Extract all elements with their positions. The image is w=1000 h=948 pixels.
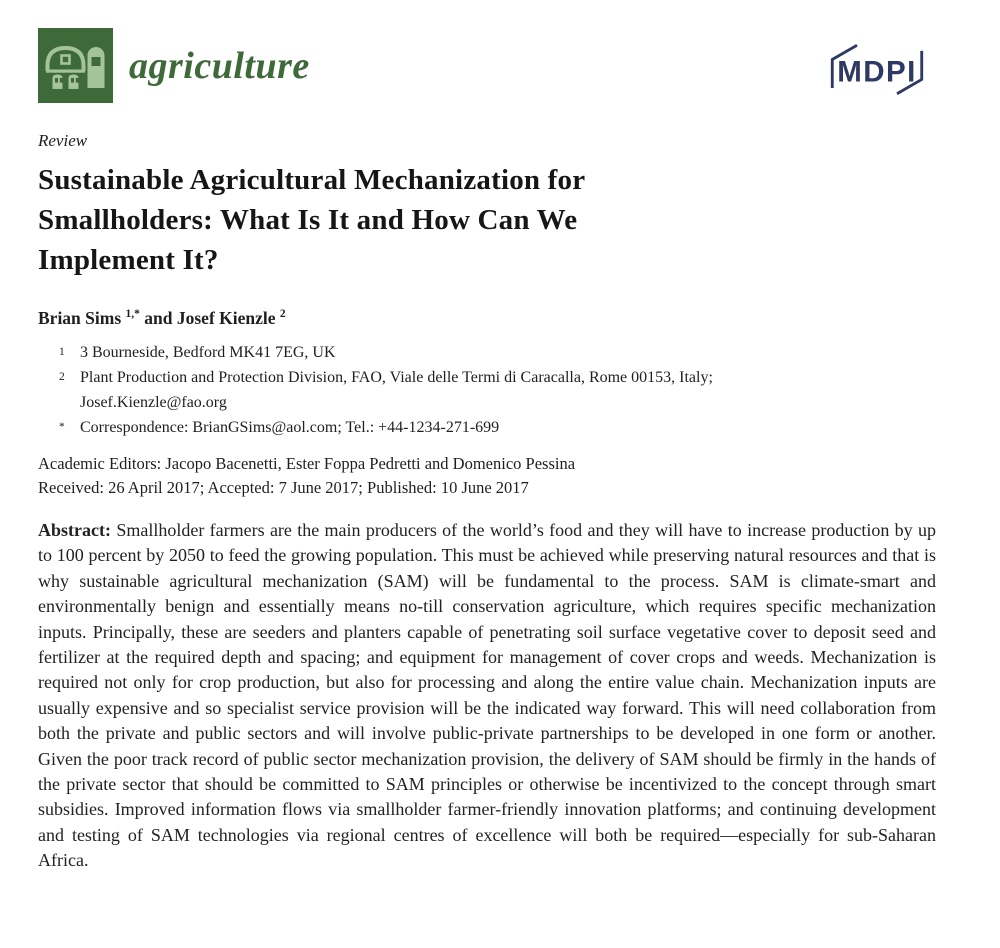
abstract-body: Smallholder farmers are the main producers of the world’s food and they will have to increase production by up to 100 percent by 2050 to feed the growing population. This must be achieved while preserving natural resources and that is why sustainable agricultural mechanization (SAM) will be fundamental to the process. SAM is climate-smart and environmentally benign and essentially means no-till conservation agriculture, which requires specific mechanization inputs. Principally, these are seeders and planters capable of penetrating soil surface vegetative cover to deposit seed and fertilizer at the required depth and spacing; and equipment for management of cover crops and weeds. Mechanization is required not only for crop production, but also for processing and along the entire value chain. Mechanization inputs are usually expensive and so specialist service provision will be the indicated way forward. This will need collaboration from both the private and public sectors and will involve public-private partnerships to be developed in one form or another. Given the poor track record of public sector mechanization provision, the delivery of SAM should be firmly in the hands of the private sector that should be committed to SAM principles or otherwise be incentivized to the concept through smart subsidies. Improved information flows via smallholder farmer-friendly innovation platforms; and continuing development and testing of SAM technologies via regional centres of excellence will both be required—especially for sub-Saharan Africa.: [38, 520, 937, 871]
affiliation-marker: 2: [59, 371, 65, 383]
affiliation-item: [38, 365, 936, 415]
affiliation-item: [38, 415, 936, 440]
affiliation-email: Josef.Kienzle@fao.org: [80, 394, 227, 411]
title-line: Implement It?: [38, 244, 219, 276]
mdpi-logo: [818, 38, 936, 100]
masthead: [38, 28, 936, 104]
page-title: [38, 160, 936, 280]
author-connector: and: [144, 308, 173, 328]
title-line: Smallholders: What Is It and How Can We: [38, 204, 578, 236]
journal-wordmark: agriculture: [129, 44, 310, 87]
affiliation-marker: 1: [59, 346, 65, 358]
abstract-label: Abstract:: [38, 520, 111, 540]
author-name: Josef Kienzle: [176, 308, 276, 328]
barn-icon: [38, 28, 113, 103]
journal-brand: [38, 28, 310, 103]
title-line: Sustainable Agricultural Mechanization for: [38, 164, 586, 196]
affiliations: [38, 340, 936, 440]
affiliation-marker: *: [59, 421, 65, 433]
correspondence-text: Correspondence: BrianGSims@aol.com; Tel.: +44-1234-271-699: [80, 419, 500, 436]
abstract: [38, 518, 936, 874]
received-accepted-published: Received: 26 April 2017; Accepted: 7 June 2017; Published: 10 June 2017: [38, 478, 529, 497]
affiliation-item: [38, 340, 936, 365]
author-affiliation-marker: 1,*: [125, 308, 140, 320]
author-affiliation-marker: 2: [279, 308, 286, 320]
mdpi-logo-text: MDPI: [837, 55, 917, 89]
author-line: [38, 302, 936, 330]
author-name: Brian Sims: [38, 308, 122, 328]
academic-editors: Academic Editors: Jacopo Bacenetti, Ester Foppa Pedretti and Domenico Pessina: [38, 454, 576, 473]
article-type: Review: [38, 131, 88, 150]
affiliation-text: 3 Bourneside, Bedford MK41 7EG, UK: [80, 344, 336, 361]
affiliation-text: Plant Production and Protection Division, FAO, Viale delle Termi di Caracalla, Rome 00153, Italy;: [80, 369, 713, 386]
